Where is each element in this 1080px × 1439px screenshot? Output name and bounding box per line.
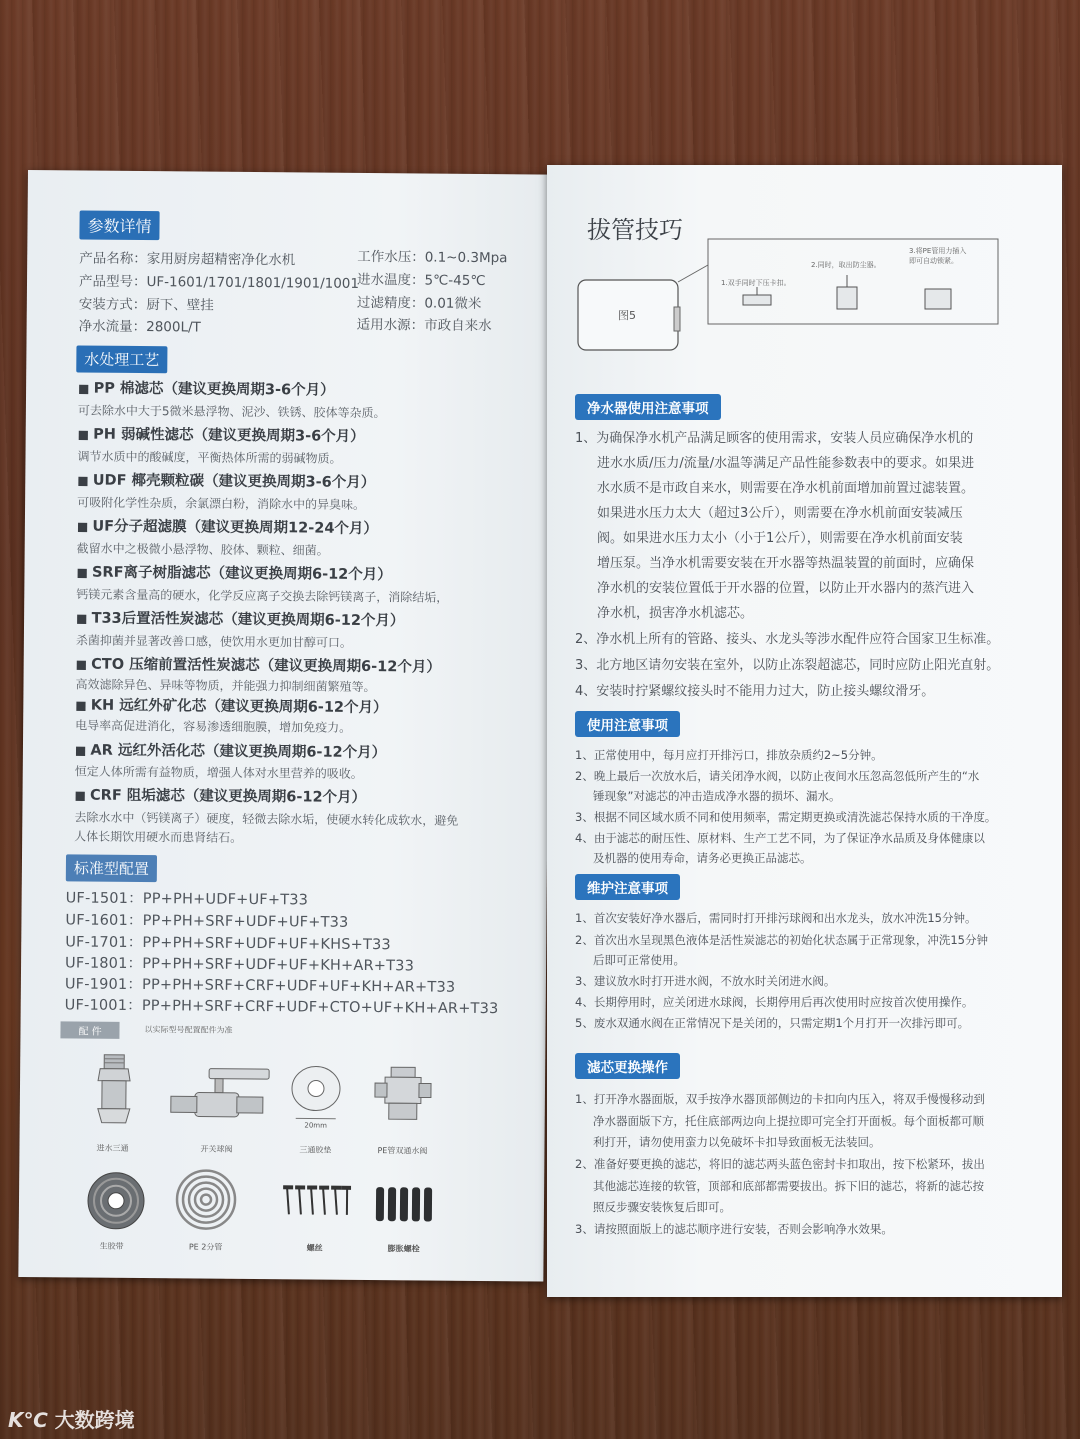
gasket-size-label: 20mm: [304, 1121, 327, 1130]
section-line: 3、根据不同区域水质不同和使用频率，需定期更换或清洗滤芯保持水质的干净度。: [575, 810, 997, 824]
section-line: 4、由于滤芯的耐压性、原材料、生产工艺不同，为了保证净水品质及身体健康以: [575, 831, 985, 845]
section-line: 如果进水压力太大（超过3公斤），则需要在净水机前面安装减压: [597, 506, 963, 521]
section-tag: 使用注意事项: [575, 711, 680, 737]
config-item: UF-1901：PP+PH+SRF+CRF+UDF+UF+KH+AR+T33: [64, 976, 456, 996]
filter-title: ■ T33后置活性炭滤芯（建议更换周期6-12个月）: [76, 606, 405, 630]
accessories-note: 以实际型号配置配件为准: [144, 1025, 233, 1035]
section-tag: 净水器使用注意事项: [575, 394, 721, 420]
filter-title: ■ PP 棉滤芯（建议更换周期3-6个月）: [78, 376, 335, 399]
section-line: 1、为确保净水机产品满足顾客的使用需求，安装人员应确保净水机的: [575, 431, 974, 446]
section-line: 其他滤芯连接的软管，顶部和底部都需要拔出。拆下旧的滤芯，将新的滤芯按: [593, 1179, 984, 1193]
spec-item: 进水温度：5℃-45℃: [356, 271, 486, 289]
watermark-logo-icon: K℃: [8, 1408, 48, 1432]
figure-label: 图5: [618, 309, 636, 322]
spec-item: 净水流量：2800L/T: [78, 318, 201, 336]
accessory-label: 进水三通: [96, 1143, 129, 1153]
section-line: 利打开，请勿使用蛮力以免破坏卡扣导致面板无法装回。: [593, 1135, 881, 1149]
config-item: UF-1001：PP+PH+SRF+CRF+UDF+CTO+UF+KH+AR+T33: [64, 997, 499, 1018]
process-tag: 水处理工艺: [76, 345, 167, 373]
filter-title: ■ AR 远红外活化芯（建议更换周期6-12个月）: [75, 738, 386, 762]
watermark: [8, 1404, 135, 1433]
filter-desc: 可去除水中大于5微米悬浮物、泥沙、铁锈、胶体等杂质。: [77, 403, 386, 421]
expansion-bolts-icon: [374, 1185, 434, 1226]
spec-item: 产品型号：UF-1601/1701/1801/1901/1001: [78, 273, 360, 292]
filter-desc: 截留水中之极微小悬浮物、胶体、颗粒、细菌。: [76, 541, 329, 558]
section-line: 后即可正常使用。: [593, 953, 685, 967]
section-line: 锤现象”对滤芯的冲击造成净水器的损坏、漏水。: [593, 789, 841, 803]
filter-title: ■ UDF 椰壳颗粒碳（建议更换周期3-6个月）: [77, 468, 375, 492]
filter-title: ■ SRF离子树脂滤芯（建议更换周期6-12个月）: [76, 560, 391, 584]
left-page: [18, 170, 553, 1282]
section-line: 1、正常使用中，每月应打开排污口，排放杂质约2~5分钟。: [575, 748, 883, 762]
filter-desc: 去除水水中（钙镁离子）硬度，轻微去除水垢，使硬水转化成软水，避免: [74, 810, 459, 828]
filter-title: ■ UF分子超滤膜（建议更换周期12-24个月）: [77, 514, 378, 538]
filter-desc: 钙镁元素含量高的硬水，化学反应离子交换去除钙镁离子，消除结垢，: [76, 587, 449, 605]
section-line: 3、请按照面版上的滤芯顺序进行安装，否则会影响净水效果。: [575, 1222, 893, 1236]
filter-desc: 电导率高促进消化，容易渗透细胞膜，增加免疫力。: [75, 718, 352, 735]
section-line: 净水机的安装位置低于开水器的位置，以防止开水器内的蒸汽进入: [597, 581, 975, 596]
section-line: 净水器面版下方，托住底部两边向上提拉即可完全打开面板。每个面板都可顺: [593, 1114, 984, 1128]
spec-item: 工作水压：0.1~0.3Mpa: [357, 248, 508, 267]
config-item: UF-1501：PP+PH+UDF+UF+T33: [65, 890, 309, 909]
section-line: 3、北方地区请勿安装在室外，以防止冻裂超滤芯，同时应防止阳光直射。: [575, 658, 1000, 673]
section-line: 2、准备好要更换的滤芯，将旧的滤芯两头蓝色密封卡扣取出，按下松紧环，拔出: [575, 1157, 985, 1171]
accessory-label: PE 2分管: [188, 1242, 223, 1252]
screws-icon: [281, 1184, 351, 1225]
accessory-label: PE管双通水阀: [377, 1146, 428, 1156]
section-line: 1、打开净水器面版，双手按净水器顶部侧边的卡扣向内压入，将双手慢慢移动到: [575, 1092, 985, 1106]
accessory-label: 生胶带: [99, 1241, 124, 1251]
section-line: 水水质不是市政自来水，则需要在净水机前面增加前置过滤装置。: [597, 481, 975, 496]
filter-title: ■ CTO 压缩前置活性炭滤芯（建议更换周期6-12个月）: [76, 652, 441, 676]
section-line: 3、建议放水时打开进水阀，不放水时关闭进水阀。: [575, 974, 836, 988]
accessories-tag: 配 件: [60, 1021, 119, 1039]
section-line: 进水水质/压力/流量/水温等满足产品性能参数表中的要求。如果进: [597, 456, 975, 471]
config-tag: 标准型配置: [66, 854, 157, 882]
filter-desc: 可吸附化学性杂质，余氯漂白粉，消除水中的异臭味。: [77, 495, 366, 512]
section-line: 增压泵。当净水机需要安装在开水器等热温装置的前面时，应确保: [597, 556, 975, 571]
page-title: 拔管技巧: [587, 216, 683, 244]
accessory-label: 三通胶垫: [299, 1145, 332, 1155]
section-line: 2、晚上最后一次放水后，请关闭净水阀，以防止夜间水压忽高忽低所产生的“水: [575, 769, 980, 783]
spec-item: 安装方式：厨下、壁挂: [78, 296, 214, 314]
accessory-label: 膨胀螺栓: [387, 1244, 420, 1254]
section-line: 净水机，损害净水机滤芯。: [597, 606, 754, 621]
ptfe-tape-icon: [85, 1171, 148, 1232]
pe-tube-coil-icon: [174, 1167, 239, 1232]
watermark-text: 大数跨境: [54, 1408, 135, 1432]
section-line: 4、安装时拧紧螺纹接头时不能用力过大，防止接头螺纹滑牙。: [575, 684, 935, 699]
right-page: [547, 165, 1062, 1297]
filter-title: ■ CRF 阻垢滤芯（建议更换周期6-12个月）: [74, 783, 366, 807]
pipe-removal-diagram: [575, 237, 1005, 352]
ball-valve-icon: [165, 1066, 276, 1127]
figure-step: 即可自动锁紧。: [909, 257, 958, 265]
section-line: 及机器的使用寿命，请务必更换正品滤芯。: [593, 851, 812, 865]
section-line: 2、首次出水呈现黑色液体是活性炭滤芯的初始化状态属于正常现象，冲洗15分钟: [575, 933, 988, 947]
config-item: UF-1801：PP+PH+SRF+UDF+UF+KH+AR+T33: [65, 955, 415, 975]
section-tag: 维护注意事项: [575, 874, 680, 900]
spec-item: 过滤精度：0.01微米: [356, 294, 482, 312]
figure-step: 2.同时，取出防尘器。: [811, 261, 881, 269]
config-item: UF-1701：PP+PH+SRF+UDF+UF+KHS+T33: [65, 934, 391, 954]
filter-desc: 杀菌抑菌并显著改善口感，使饮用水更加甘醇可口。: [75, 633, 352, 650]
figure-step: 3.将PE管用力插入: [909, 247, 967, 255]
spec-item: 适用水源：市政自来水: [356, 316, 492, 335]
section-tag: 滤芯更换操作: [575, 1053, 680, 1079]
filter-desc: 恒定人体所需有益物质，增强人体对水里营养的吸收。: [74, 764, 363, 781]
spec-tag: 参数详情: [79, 210, 159, 240]
accessory-label: 开关球阀: [200, 1144, 233, 1154]
section-line: 5、废水双通水阀在正常情况下是关闭的，只需定期1个月打开一次排污即可。: [575, 1016, 970, 1030]
filter-desc: 调节水质中的酸碱度，平衡热体所需的弱碱物质。: [77, 449, 342, 466]
figure-step: 1.双手同时下压卡扣。: [721, 279, 791, 287]
filter-title: ■ PH 弱碱性滤芯（建议更换周期3-6个月）: [78, 422, 365, 446]
section-line: 4、长期停用时，应关闭进水球阀，长期停用后再次使用时应按首次使用操作。: [575, 995, 974, 1009]
filter-desc: 人体长期饮用硬水而患肾结石。: [74, 829, 243, 845]
spec-item: 产品名称：家用厨房超精密净化水机: [79, 250, 296, 269]
section-line: 1、首次安装好净水器后，需同时打开排污球阀和出水龙头，放水冲洗15分钟。: [575, 911, 977, 925]
filter-title: ■ KH 远红外矿化芯（建议更换周期6-12个月）: [75, 693, 387, 717]
gasket-icon: [288, 1064, 345, 1130]
section-line: 阀。如果进水压力太小（小于1公斤），则需要在净水机前面安装: [597, 531, 963, 546]
section-line: 2、净水机上所有的管路、接头、水龙头等涉水配件应符合国家卫生标准。: [575, 632, 1000, 647]
tee-connector-icon: [90, 1051, 139, 1131]
section-line: 照反步骤安装恢复后即可。: [593, 1200, 731, 1214]
config-item: UF-1601：PP+PH+SRF+UDF+UF+T33: [65, 912, 349, 931]
pe-valve-icon: [373, 1065, 434, 1126]
filter-desc: 高效滤除异色、异味等物质，并能强力抑制细菌繁殖等。: [75, 677, 376, 695]
accessory-label: 螺丝: [306, 1243, 323, 1253]
